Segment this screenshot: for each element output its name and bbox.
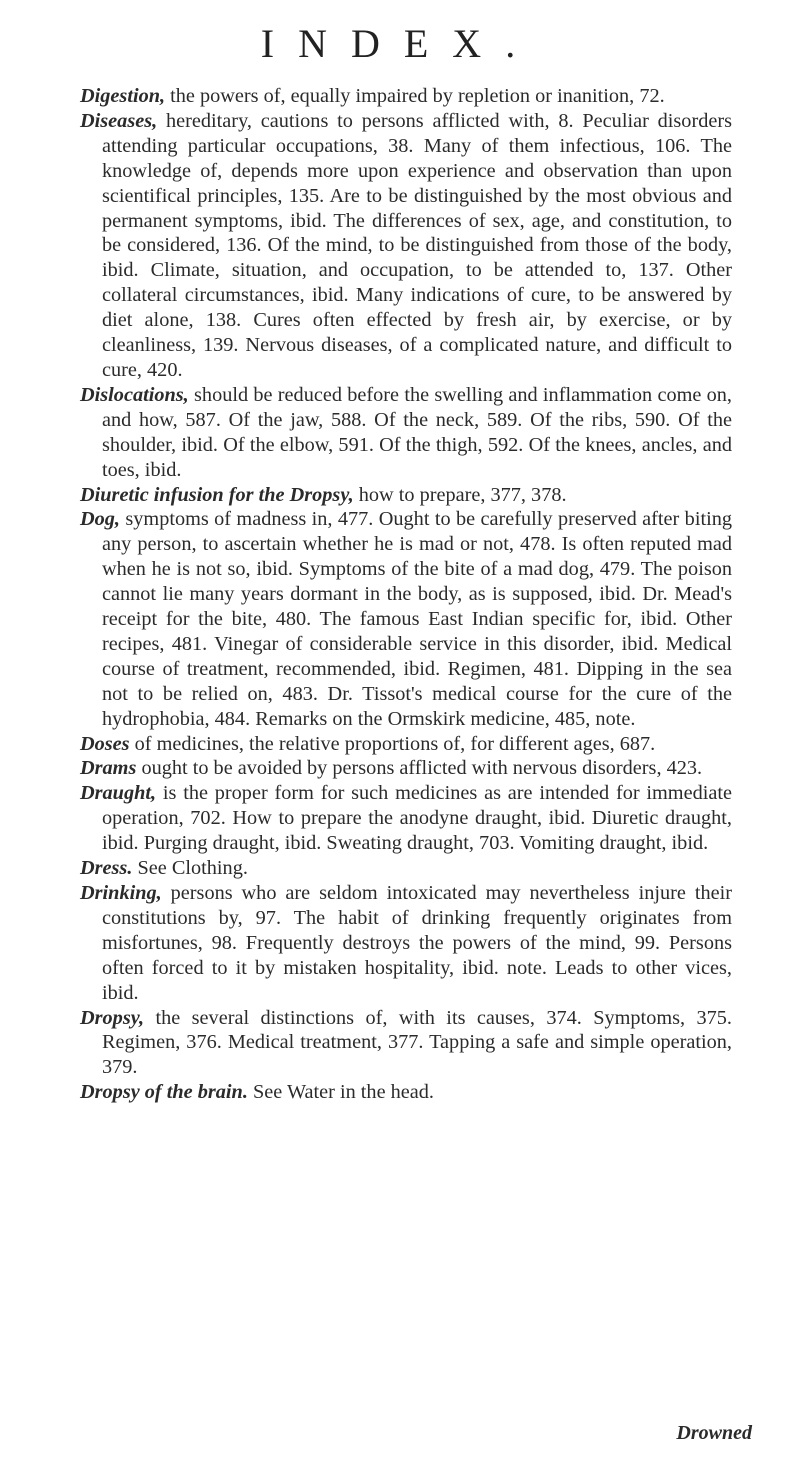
headword: Drams [80, 757, 137, 780]
entry-text: hereditary, cautions to persons afflicted with, 8. Peculiar disorders attending particular occupations, 38. Many of them infectious, 106. The knowledge of, depends more upon experience and observation than upon scientifical principles, 135. Are to be distinguished by the most obvious and permanent symptoms, ibid. The differences of sex, age, and constitution, to be considered, 136. Of the mind, to be distinguished from those of the body, ibid. Climate, situation, and occupation, to be attended to, 137. Other collateral circumstances, ibid. Many indications of cure, to be answered by diet alone, 138. Cures often effected by fresh air, by exercise, or by cleanliness, 139. Nervous diseases, of a complicated nature, and difficult to cure, 420. [102, 109, 732, 381]
index-entry [80, 84, 732, 109]
index-entries [80, 84, 732, 1105]
headword: Draught, [80, 782, 157, 805]
index-entry [80, 483, 732, 508]
headword: Dropsy of the brain. [80, 1081, 248, 1104]
headword: Doses [80, 732, 130, 755]
entry-text: the several distinctions of, with its causes, 374. Symptoms, 375. Regimen, 376. Medical treatment, 377. Tapping a safe and simple operation, 379. [102, 1006, 732, 1079]
entry-text: is the proper form for such medicines as are intended for immediate operation, 702. How to prepare the anodyne draught, ibid. Diuretic draught, ibid. Purging draught, ibid. Sweating draught, 703. Vomiting draught, ibid. [102, 782, 733, 855]
headword: Dog, [80, 508, 120, 531]
headword: Dropsy, [80, 1006, 145, 1029]
entry-text: See Water in the head. [252, 1081, 434, 1104]
running-head: INDEX. [260, 21, 540, 66]
entry-text: symptoms of madness in, 477. Ought to be carefully preserved after biting any person, to ascertain whether he is mad or not, 478. Is often reputed mad when he is not so, ibid. Symptoms of the bite of a mad dog, 479. The poison cannot lie many years dormant in the body, as is supposed, ibid. Dr. Mead's receipt for the bite, 480. The famous East Indian specific for, ibid. Other recipes, 481. Vinegar of considerable service in this disorder, ibid. Medical course of treatment, recommended, ibid. Regimen, 481. Dipping in the sea not to be relied on, 483. Dr. Tissot's medical course for the cure of the hydrophobia, 484. Remarks on the Ormskirk medicine, 485, note. [102, 508, 732, 730]
entry-text: persons who are seldom intoxicated may nevertheless injure their constitutions by, 97. The habit of drinking frequently originates from misfortunes, 98. Frequently destroys the powers of the mind, 99. Persons often forced to it by mistaken hospitality, ibid. note. Leads to other vices, ibid. [102, 882, 732, 1004]
index-entry [80, 732, 732, 757]
entry-text: how to prepare, 377, 378. [358, 483, 567, 506]
headword: Drinking, [80, 882, 162, 904]
entry-text: should be reduced before the swelling and inflammation come on, and how, 587. Of the jaw, 588. Of the neck, 589. Of the ribs, 590. Of the shoulder, ibid. Of the elbow, 591. Of the thigh, 592. Of the knees, ancles, and toes, ibid. [102, 383, 732, 481]
entry-text: See Clothing. [137, 857, 248, 880]
headword: Digestion, [80, 85, 166, 107]
headword: Dress. [80, 857, 133, 880]
index-entry [80, 1006, 732, 1081]
index-entry [80, 881, 732, 1006]
index-entry [80, 507, 732, 731]
index-entry [80, 756, 732, 781]
headword: Diuretic infusion for the Dropsy, [80, 483, 354, 506]
entry-text: the powers of, equally impaired by repletion or inanition, 72. [170, 85, 665, 107]
catchword: Drowned [676, 1422, 752, 1444]
index-entry [80, 781, 732, 856]
index-entry [80, 383, 732, 483]
index-entry [80, 1080, 732, 1105]
index-entry [80, 856, 732, 881]
entry-text: of medicines, the relative proportions of, for different ages, 687. [134, 732, 656, 755]
index-entry [80, 109, 732, 383]
headword: Dislocations, [80, 383, 189, 406]
headword: Diseases, [80, 109, 158, 132]
entry-text: ought to be avoided by persons afflicted with nervous disorders, 423. [141, 757, 703, 780]
